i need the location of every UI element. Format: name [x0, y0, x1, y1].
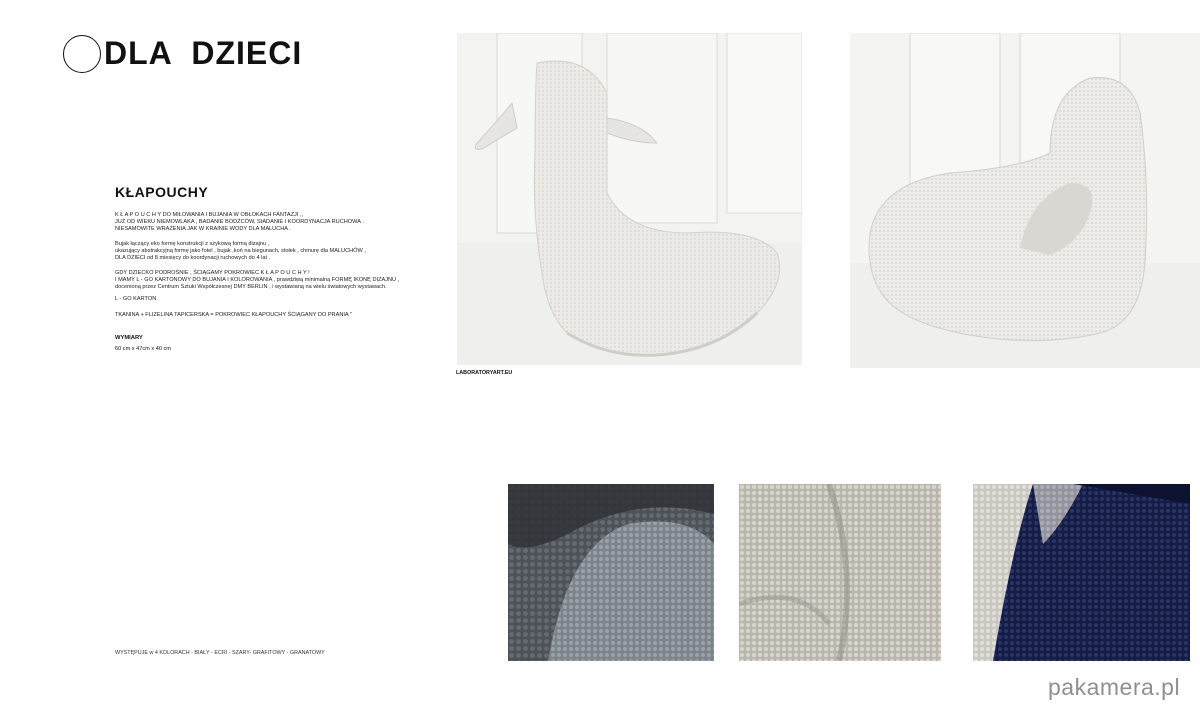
- dimensions-value: 60 cm x 47cm x 40 cm: [115, 346, 171, 352]
- color-variants: WYSTĘPUJE w 4 KOLORACH - BIAŁY - ECRI - SZARY- GRAFITOWY - GRANATOWY: [115, 650, 325, 656]
- description-line: I MAMY L - GO KARTONOWY DO BUJANIA I KOLOROWANIA , prawdziwą minimalną FORMĘ IKONĘ DIZAJNU ,: [115, 277, 400, 284]
- description-line: GDY DZIECKO PODROŚNIE , ŚCIĄGAMY POKROWIEC K Ł A P O U C H Y !: [115, 270, 310, 276]
- product-title: KŁAPOUCHY: [115, 184, 209, 200]
- description-line: TKANINA + FLIZELINA TAPICERSKA = POKROWIEC KŁAPOUCHY ŚCIĄGANY DO PRANIA ": [115, 312, 352, 318]
- product-photo-angle: [850, 33, 1200, 368]
- description-line: JUŻ OD WIEKU NIEMOWLAKA , BADANIE BODŹCÓW, SIADANIE I KOORDYNACJA RUCHOWA .: [115, 219, 364, 226]
- product-photo-side: [457, 33, 802, 365]
- watermark: pakamera.pl: [1048, 674, 1181, 700]
- description-paragraph-1: [115, 212, 435, 234]
- brand-title: DLA DZIECI: [104, 35, 303, 71]
- description-line: K Ł A P O U C H Y DO MIŁOWANIA I BUJANIA W OBŁOKACH FANTAZJI ,,: [115, 212, 304, 218]
- photo-credit: LABORATORYART.EU: [456, 370, 513, 376]
- description-line: docenioną przez Centrum Sztuki Współczesnej DMY BERLIN , i wystawianą na wielu światowych wystawach.: [115, 284, 387, 291]
- fabric-swatch-navy: [973, 484, 1190, 661]
- logo-circle: [63, 35, 101, 73]
- fabric-swatch-ecru: [739, 484, 941, 661]
- dimensions-heading: WYMIARY: [115, 335, 143, 341]
- description-paragraph-3: [115, 270, 435, 292]
- description-paragraph-4: [115, 296, 435, 303]
- description-line: L - GO KARTON: [115, 296, 157, 302]
- description-paragraph-2: [115, 241, 435, 263]
- description-line: DLA DZIECI od 8 miesięcy do koordynacji ruchowych do 4 lat .: [115, 255, 271, 262]
- description-line: NIESAMOWITE WRAŻENIA JAK W KRAINIE WODY DLA MALUCHA .: [115, 226, 291, 233]
- description-line: Bujak łączący eko formę konstrukcji z szykową formą dizajnu ,: [115, 241, 270, 247]
- description-line: ukazujący abstrakcyjną formę jako fotel , bujak ,koń na biegunach, stołek , chmurę dla MALUCHÓW ,: [115, 248, 366, 255]
- description-paragraph-5: [115, 312, 435, 319]
- fabric-swatch-grey: [508, 484, 714, 661]
